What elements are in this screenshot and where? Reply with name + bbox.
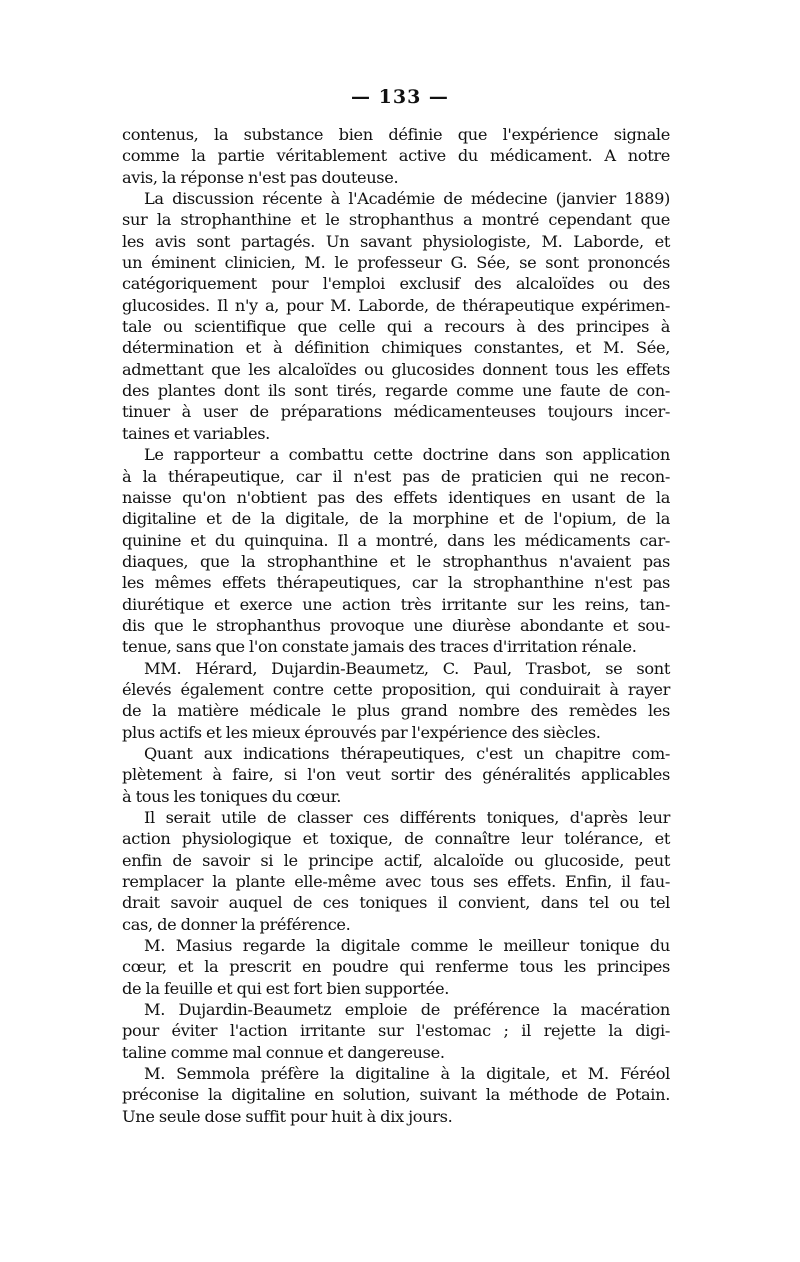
text-line: remplacer la plante elle-même avec tous ses effets. Enfin, il fau- — [122, 872, 670, 892]
text-line: sur la strophanthine et le strophanthus a montré cependant que — [122, 210, 670, 230]
text-line: La discussion récente à l'Académie de médecine (janvier 1889) — [144, 189, 670, 209]
text-line: drait savoir auquel de ces toniques il convient, dans tel ou tel — [122, 893, 670, 913]
text-line: cas, de donner la préférence. — [122, 914, 351, 934]
text-line: plus actifs et les mieux éprouvés par l'expérience des siècles. — [122, 722, 601, 742]
text-line: détermination et à définition chimiques constantes, et M. Sée, — [122, 338, 670, 358]
text-line: de la feuille et qui est fort bien supportée. — [122, 978, 450, 998]
text-line: à tous les toniques du cœur. — [122, 786, 342, 806]
text-line: avis, la réponse n'est pas douteuse. — [122, 167, 399, 187]
text-line: Le rapporteur a combattu cette doctrine dans son application — [144, 445, 670, 465]
text-line: M. Dujardin-Beaumetz emploie de préférence la macération — [144, 1000, 670, 1020]
text-line: à la thérapeutique, car il n'est pas de praticien qui ne recon- — [122, 466, 670, 486]
body-text — [122, 124, 670, 1127]
text-line: Il serait utile de classer ces différents toniques, d'après leur — [144, 808, 670, 827]
text-line: quinine et du quinquina. Il a montré, dans les médicaments car- — [122, 530, 670, 550]
text-line: Une seule dose suffit pour huit à dix jours. — [122, 1106, 453, 1126]
text-line: MM. Hérard, Dujardin-Beaumetz, C. Paul, Trasbot, se sont — [144, 658, 670, 678]
paragraph — [122, 1063, 670, 1127]
text-line: taines et variables. — [122, 423, 270, 443]
text-line: admettant que les alcaloïdes ou glucosides donnent tous les effets — [122, 359, 670, 379]
paragraph — [122, 188, 670, 444]
paragraph — [122, 444, 670, 657]
text-line: Quant aux indications thérapeutiques, c'est un chapitre com- — [144, 743, 670, 763]
text-line: dis que le strophanthus provoque une diurèse abondante et sou- — [122, 615, 670, 635]
page-number: — 133 — — [351, 86, 449, 108]
text-line: tenue, sans que l'on constate jamais des traces d'irritation rénale. — [122, 637, 637, 657]
text-line: taline comme mal connue et dangereuse. — [122, 1042, 445, 1062]
text-line: naisse qu'on n'obtient pas des effets identiques en usant de la — [122, 487, 670, 507]
text-line: M. Semmola préfère la digitaline à la digitale, et M. Féréol — [144, 1064, 670, 1084]
text-line: des plantes dont ils sont tirés, regarde comme une faute de con- — [122, 381, 670, 401]
text-line: les mêmes effets thérapeutiques, car la strophanthine n'est pas — [122, 573, 670, 593]
text-line: cœur, et la prescrit en poudre qui renferme tous les principes — [122, 957, 670, 977]
paragraph — [122, 935, 670, 999]
text-line: diurétique et exerce une action très irritante sur les reins, tan- — [122, 594, 670, 614]
text-line: tale ou scientifique que celle qui a recours à des principes à — [122, 317, 670, 337]
text-line: digitaline et de la digitale, de la morphine et de l'opium, de la — [122, 509, 670, 529]
text-line: de la matière médicale le plus grand nombre des remèdes les — [122, 701, 670, 721]
text-line: comme la partie véritablement active du médicament. A notre — [122, 146, 670, 166]
paragraph — [122, 124, 670, 188]
text-line: diaques, que la strophanthine et le strophanthus n'avaient pas — [122, 551, 670, 571]
text-line: action physiologique et toxique, de connaître leur tolérance, et — [122, 829, 670, 849]
paragraph — [122, 999, 670, 1063]
text-line: un éminent clinicien, M. le professeur G. Sée, se sont prononcés — [122, 253, 670, 273]
text-line: les avis sont partagés. Un savant physiologiste, M. Laborde, et — [122, 231, 670, 251]
text-line: M. Masius regarde la digitale comme le meilleur tonique du — [144, 936, 670, 956]
paragraph — [122, 743, 670, 807]
text-line: préconise la digitaline en solution, suivant la méthode de Potain. — [122, 1085, 670, 1105]
text-line: pour éviter l'action irritante sur l'estomac ; il rejette la digi- — [122, 1021, 670, 1041]
text-line: catégoriquement pour l'emploi exclusif des alcaloïdes ou des — [122, 274, 670, 294]
text-line: tinuer à user de préparations médicamenteuses toujours incer- — [122, 402, 670, 422]
text-line: élevés également contre cette proposition, qui conduirait à rayer — [122, 679, 670, 699]
paragraph — [122, 658, 670, 743]
text-line: glucosides. Il n'y a, pour M. Laborde, de thérapeutique expérimen- — [122, 295, 670, 315]
paragraph — [122, 807, 670, 935]
text-line: contenus, la substance bien définie que l'expérience signale — [122, 125, 670, 144]
text-line: enfin de savoir si le principe actif, alcaloïde ou glucoside, peut — [122, 850, 670, 870]
text-line: plètement à faire, si l'on veut sortir des généralités applicables — [122, 765, 670, 785]
